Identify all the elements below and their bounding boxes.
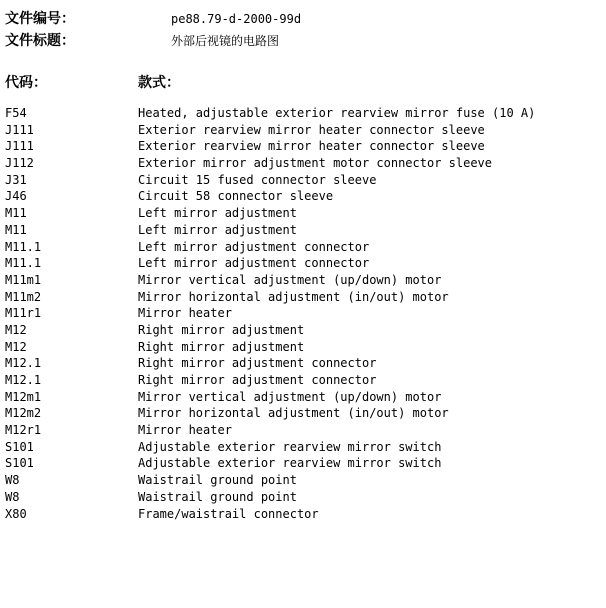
component-description: Mirror heater <box>138 306 232 321</box>
table-row <box>5 339 605 356</box>
component-code: M12m1 <box>5 389 42 404</box>
code-column-header: 代码： <box>5 75 47 91</box>
component-description: Frame/waistrail connector <box>138 506 319 521</box>
component-code: X80 <box>5 506 27 521</box>
table-row <box>5 322 605 339</box>
table-row <box>5 155 605 172</box>
component-code: W8 <box>5 489 20 504</box>
component-code: M11.1 <box>5 239 42 254</box>
component-description: Mirror horizontal adjustment (in/out) motor <box>138 289 449 304</box>
component-description: Left mirror adjustment <box>138 222 297 237</box>
file-number-label: 文件编号： <box>5 11 75 27</box>
component-description: Right mirror adjustment <box>138 322 305 337</box>
table-row <box>5 138 605 155</box>
component-code: M12 <box>5 339 27 354</box>
table-row <box>5 239 605 256</box>
component-code: W8 <box>5 473 20 488</box>
table-row <box>5 105 605 122</box>
file-number-value: pe88.79-d-2000-99d <box>171 12 302 26</box>
table-row <box>5 389 605 406</box>
component-description: Exterior mirror adjustment motor connector sleeve <box>138 156 493 171</box>
component-code: M12m2 <box>5 406 42 421</box>
component-description: Mirror horizontal adjustment (in/out) motor <box>138 406 449 421</box>
component-table <box>5 105 605 522</box>
table-row <box>5 372 605 389</box>
table-row <box>5 355 605 372</box>
component-description: Left mirror adjustment <box>138 206 297 221</box>
component-code: J111 <box>5 122 34 137</box>
table-row <box>5 405 605 422</box>
component-description: Heated, adjustable exterior rearview mirror fuse (10 A) <box>138 106 536 120</box>
component-code: M12 <box>5 322 27 337</box>
component-description: Waistrail ground point <box>138 473 297 488</box>
component-description: Right mirror adjustment connector <box>138 356 377 371</box>
component-description: Mirror heater <box>138 423 232 438</box>
component-description: Adjustable exterior rearview mirror switch <box>138 456 442 471</box>
component-code: S101 <box>5 456 34 471</box>
table-row <box>5 172 605 189</box>
description-column-header: 款式： <box>138 75 180 91</box>
component-code: M11r1 <box>5 306 42 321</box>
component-description: Mirror vertical adjustment (up/down) motor <box>138 272 442 287</box>
component-description: Adjustable exterior rearview mirror switch <box>138 439 442 454</box>
component-code: J112 <box>5 156 34 171</box>
table-row <box>5 222 605 239</box>
component-description: Right mirror adjustment connector <box>138 373 377 387</box>
component-code: S101 <box>5 439 34 454</box>
component-code: J46 <box>5 189 27 204</box>
table-row <box>5 305 605 322</box>
component-description: Exterior rearview mirror heater connector sleeve <box>138 139 485 154</box>
table-header <box>5 74 605 94</box>
table-row <box>5 205 605 222</box>
component-code: M12.1 <box>5 356 42 371</box>
component-code: M12.1 <box>5 373 42 387</box>
table-row <box>5 289 605 306</box>
file-number-row <box>5 10 605 30</box>
table-row <box>5 272 605 289</box>
component-code: M11m2 <box>5 289 42 304</box>
component-description: Circuit 15 fused connector sleeve <box>138 172 377 187</box>
table-row <box>5 122 605 139</box>
table-row <box>5 188 605 205</box>
component-description: Exterior rearview mirror heater connector sleeve <box>138 122 485 137</box>
component-description: Circuit 58 connector sleeve <box>138 189 334 204</box>
table-row <box>5 422 605 439</box>
component-description: Left mirror adjustment connector <box>138 256 370 271</box>
component-code: M12r1 <box>5 423 42 438</box>
table-row <box>5 439 605 456</box>
component-code: M11m1 <box>5 272 42 287</box>
component-description: Mirror vertical adjustment (up/down) motor <box>138 389 442 404</box>
component-code: M11 <box>5 206 27 221</box>
component-code: M11 <box>5 222 27 237</box>
file-title-value: 外部后视镜的电路图 <box>171 34 280 48</box>
component-code: M11.1 <box>5 256 42 271</box>
table-row <box>5 506 605 523</box>
component-description: Right mirror adjustment <box>138 339 305 354</box>
component-description: Left mirror adjustment connector <box>138 239 370 254</box>
table-row <box>5 489 605 506</box>
component-code: J111 <box>5 139 34 154</box>
component-code: F54 <box>5 106 27 120</box>
component-description: Waistrail ground point <box>138 489 297 504</box>
file-title-row <box>5 32 605 52</box>
file-title-label: 文件标题： <box>5 33 75 49</box>
table-row <box>5 455 605 472</box>
table-row <box>5 472 605 489</box>
component-code: J31 <box>5 172 27 187</box>
table-row <box>5 255 605 272</box>
